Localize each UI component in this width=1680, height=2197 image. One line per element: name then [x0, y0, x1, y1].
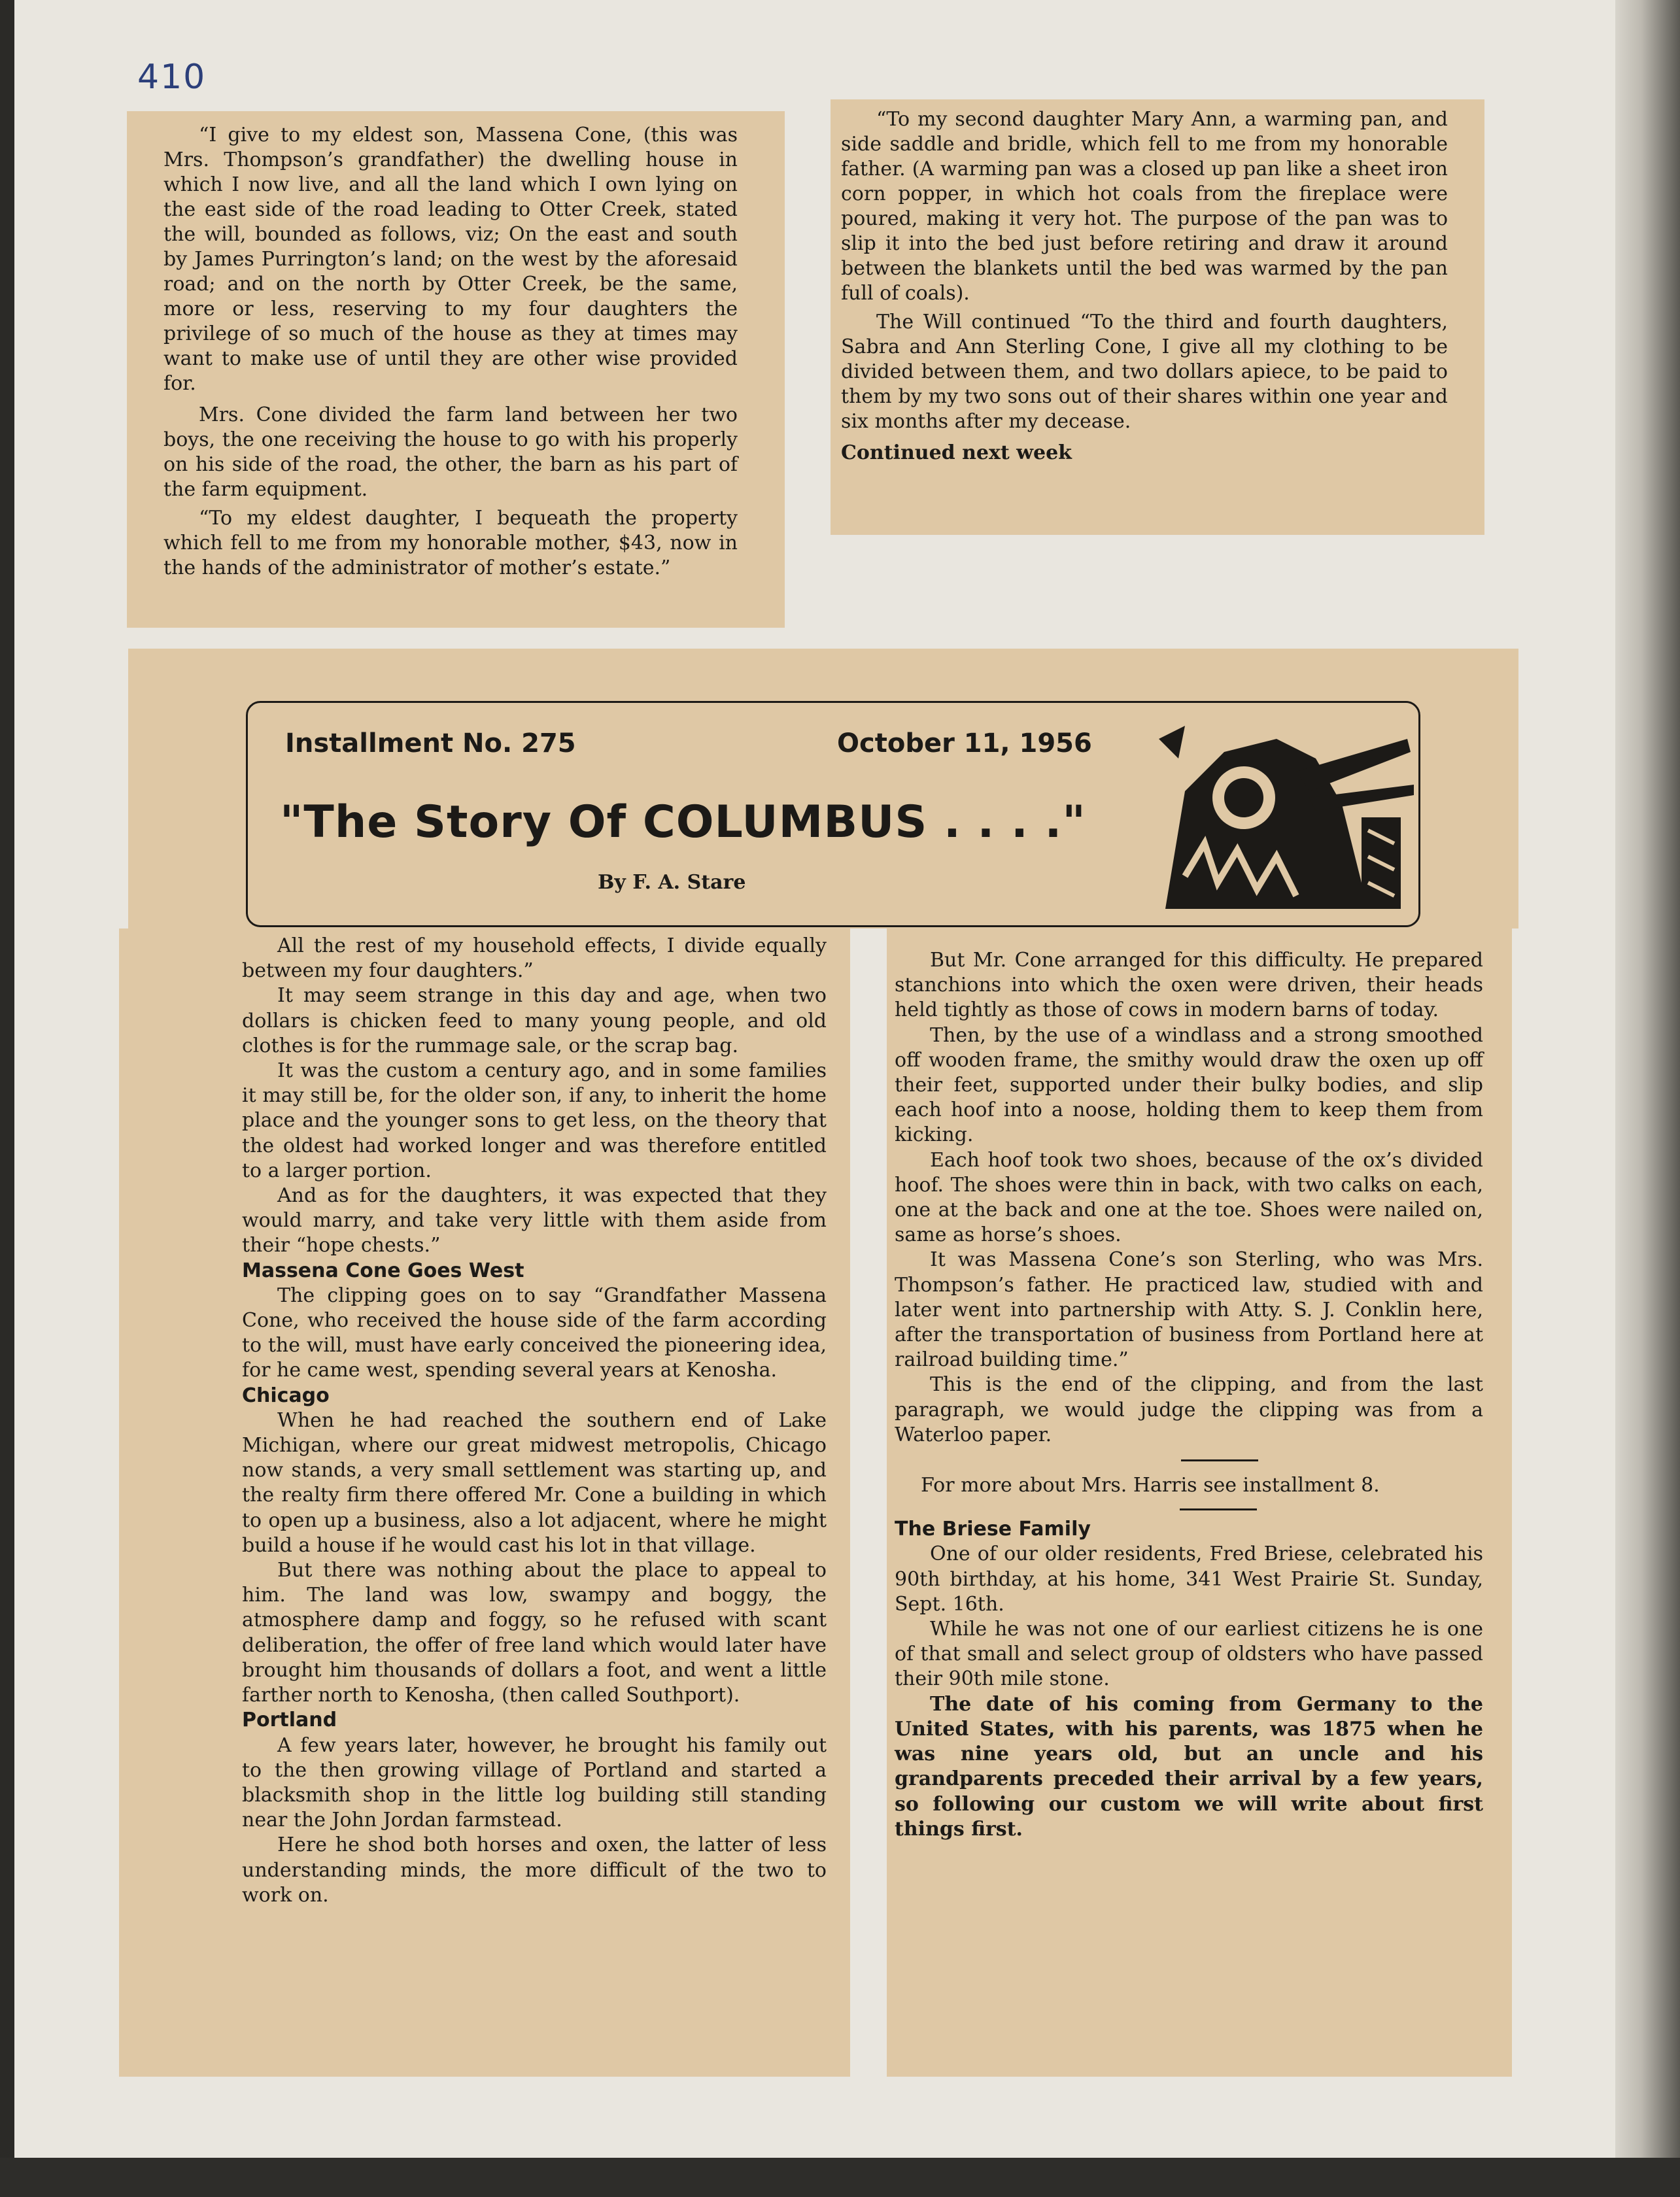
paragraph: While he was not one of our earliest citizens he is one of that small and select group of oldsters who have passed their 90th mile stone. — [895, 1618, 1483, 1691]
masthead-clipping — [128, 649, 1518, 928]
continued-notice: Continued next week — [841, 441, 1072, 464]
installment-number: Installment No. 275 — [285, 728, 576, 758]
paragraph: But there was nothing about the place to appeal to him. The land was low, swampy and boggy, the atmosphere damp and foggy, so he refused with scant deliberation, the offer of free land which would later have brought him thousands of dollars a foot, and went a little farther north to Kenosha, (then called Southport). — [242, 1559, 827, 1707]
paragraph: “I give to my eldest son, Massena Cone, (this was Mrs. Thompson’s grandfather) the dwelling house in which I now live, and all the land which I own lying on the east side of the road leading to Otter Creek, stated the will, bounded as follows, viz; On the east and south by James Purrington’s land; on the west by the aforesaid road; and on the north by Otter Creek, be the same, more or less, reserving to my four daughters the privilege of so much of the house as they at times may want to make use of until they are other wise provided for. — [163, 124, 738, 395]
paragraph: It was Massena Cone’s son Sterling, who was Mrs. Thompson’s father. He practiced law, studied with and later went into partnership with Atty. S. J. Conklin here, after the transportation of business from Portland here at railroad building time.” — [895, 1248, 1483, 1372]
paragraph: Each hoof took two shoes, because of the ox’s divided hoof. The shoes were thin in back, with two calks on each, one at the back and one at the toe. Shoes were nailed on, same as horse’s shoes. — [895, 1148, 1483, 1247]
subheading: Massena Cone Goes West — [242, 1259, 524, 1282]
article-right-column — [887, 928, 1512, 2077]
paragraph: When he had reached the southern end of Lake Michigan, where our great midwest metropolis, Chicago now stands, a very small settlement was starting up, and the realty firm there offered Mr. Cone a building in which to open up a business, also a lot adjacent, where he might build a house if he would cast his lot in that village. — [242, 1408, 827, 1557]
column-title: "The Story Of COLUMBUS . . . ." — [280, 796, 1086, 848]
clipping-will-part-one — [127, 111, 785, 628]
clipping-will-part-two — [831, 99, 1484, 535]
article-left-column — [119, 928, 850, 2077]
pioneer-woodcut-icon — [1146, 713, 1420, 923]
cross-reference-note: For more about Mrs. Harris see installment 8. — [921, 1474, 1380, 1497]
paragraph: One of our older residents, Fred Briese, celebrated his 90th birthday, at his home, 341 West Prairie St. Sunday, Sept. 16th. — [895, 1542, 1483, 1616]
paragraph: But Mr. Cone arranged for this difficulty. He prepared stanchions into which the oxen were driven, their heads held tightly as those of cows in modern barns of today. — [895, 949, 1483, 1022]
paragraph: “To my eldest daughter, I bequeath the property which fell to me from my honorable mother, $43, now in the hands of the administrator of mother’s estate.” — [163, 507, 738, 579]
paragraph: The clipping goes on to say “Grandfather Massena Cone, who received the house side of the farm according to the will, must have early conceived the pioneering idea, for he came west, spending several years at Kenosha. — [242, 1284, 827, 1382]
paragraph: The date of his coming from Germany to the United States, with his parents, was 1875 when he was nine years old, but an uncle and his grandparents preceded their arrival by a few years, so following our custom we will write about first things first. — [895, 1692, 1483, 1841]
installment-date: October 11, 1956 — [837, 728, 1092, 758]
subheading: The Briese Family — [895, 1518, 1091, 1541]
paragraph: All the rest of my household effects, I divide equally between my four daughters.” — [242, 934, 827, 983]
paragraph: And as for the daughters, it was expected that they would marry, and take very little with them aside from their “hope chests.” — [242, 1184, 827, 1257]
page-number: 410 — [137, 58, 207, 97]
paragraph: Then, by the use of a windlass and a strong smoothed off wooden frame, the smithy would draw the oxen up off their feet, supported under their bulky bodies, and slip each hoof into a noose, holding them to keep them from kicking. — [895, 1023, 1483, 1147]
paragraph: A few years later, however, he brought his family out to the then growing village of Portland and started a blacksmith shop in the little log building still standing near the John Jordan farmstead. — [242, 1733, 827, 1832]
page-edge — [1615, 0, 1680, 2197]
byline: By F. A. Stare — [598, 871, 746, 894]
paragraph: It was the custom a century ago, and in some families it may still be, for the older son, if any, to inherit the home place and the younger sons to get less, on the theory that the oldest had worked longer and was therefore entitled to a larger portion. — [242, 1059, 827, 1182]
paragraph: The Will continued “To the third and fourth daughters, Sabra and Ann Sterling Cone, I give all my clothing to be divided between them, and two dollars apiece, to be paid to them by my two sons out of their shares within one year and six months after my decease. — [841, 311, 1448, 433]
paragraph: It may seem strange in this day and age, when two dollars is chicken feed to many young people, and old clothes is for the rummage sale, or the scrap bag. — [242, 984, 827, 1057]
divider — [1181, 1459, 1258, 1461]
page-bottom-edge — [0, 2158, 1680, 2197]
paragraph: “To my second daughter Mary Ann, a warming pan, and side saddle and bridle, which fell to me from my honorable father. (A warming pan was a closed up pan like a sheet iron corn popper, in which hot coals from the fireplace were poured, making it very hot. The purpose of the pan was to slip it into the bed just before retiring and draw it around between the blankets until the bed was warmed by the pan full of coals). — [841, 108, 1448, 305]
paragraph: Here he shod both horses and oxen, the latter of less understanding minds, the more difficult of the two to work on. — [242, 1833, 827, 1907]
divider — [1180, 1508, 1257, 1510]
paragraph: This is the end of the clipping, and from the last paragraph, we would judge the clipping was from a Waterloo paper. — [895, 1373, 1483, 1446]
paragraph: Mrs. Cone divided the farm land between her two boys, the one receiving the house to go with his properly on his side of the road, the other, the barn as his part of the farm equipment. — [163, 403, 738, 501]
subheading: Chicago — [242, 1384, 330, 1407]
subheading: Portland — [242, 1709, 337, 1732]
